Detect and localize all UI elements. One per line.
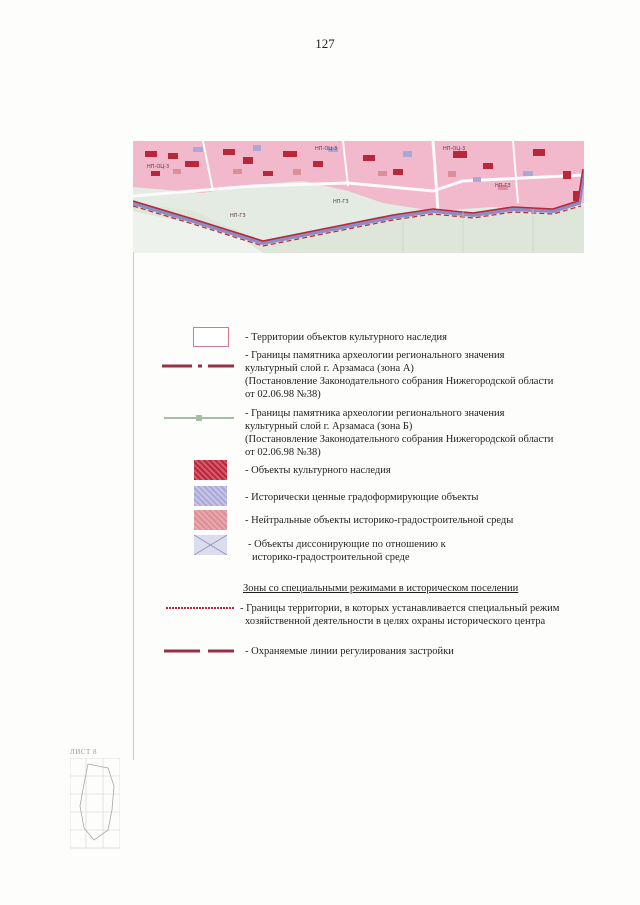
dissonant-line-1: - Объекты диссонирующие по отношению к bbox=[248, 539, 446, 550]
heritage-objects-swatch bbox=[194, 460, 227, 480]
map-drawing bbox=[133, 141, 584, 253]
overview-key-map bbox=[70, 758, 120, 858]
map-fragment[interactable] bbox=[133, 141, 584, 253]
zone-b-line-1: - Границы памятника археологии регионального значения bbox=[245, 408, 505, 419]
zone-b-line-symbol bbox=[164, 413, 234, 423]
zone-label: НП-ГЗ bbox=[333, 199, 349, 205]
zone-a-line-2: культурный слой г. Арзамаса (зона А) bbox=[245, 363, 414, 374]
legend-dissonant-objects bbox=[248, 538, 446, 564]
legend-zone-b bbox=[245, 407, 553, 459]
zone-label: НП-ОЦ-3 bbox=[315, 146, 338, 152]
zone-a-line-symbol bbox=[162, 362, 234, 370]
zone-b-line-2: культурный слой г. Арзамаса (зона Б) bbox=[245, 421, 413, 432]
zone-a-line-3: (Постановление Законодательного собрания Нижегородской области bbox=[245, 376, 554, 387]
building-lines-symbol bbox=[164, 648, 234, 654]
zone-label: НП-ГЗ bbox=[495, 183, 511, 189]
special-zones-heading: Зоны со специальными режимами в историческом поселении bbox=[243, 583, 519, 594]
legend-heritage-objects: - Объекты культурного наследия bbox=[245, 465, 391, 476]
page-number: 127 bbox=[315, 36, 335, 51]
zone-label: НП-ОЦ-3 bbox=[443, 146, 466, 152]
zone-a-line-1: - Границы памятника археологии регионального значения bbox=[245, 350, 505, 361]
legend-zone-a bbox=[245, 349, 553, 401]
neutral-objects-swatch bbox=[194, 510, 227, 530]
legend-valuable-objects: - Исторически ценные градоформирующие объекты bbox=[245, 492, 479, 503]
legend-building-lines: - Охраняемые линии регулирования застройки bbox=[245, 646, 454, 657]
valuable-objects-swatch bbox=[194, 486, 227, 506]
territory-border-line-2: хозяйственной деятельности в целях охраны исторического центра bbox=[245, 616, 546, 627]
zone-b-line-3: (Постановление Законодательного собрания Нижегородской области bbox=[245, 434, 554, 445]
zone-a-line-4: от 02.06.98 №38) bbox=[245, 389, 321, 400]
zone-label: НП-ОЦ-3 bbox=[147, 164, 170, 170]
zone-b-line-4: от 02.06.98 №38) bbox=[245, 447, 321, 458]
sheet-label: ЛИСТ 8 bbox=[70, 748, 97, 756]
legend-territory-border bbox=[240, 602, 559, 628]
sheet-margin-line bbox=[133, 252, 134, 760]
heritage-territory-swatch bbox=[193, 327, 229, 347]
dissonant-line-2: историко-градостроительной среде bbox=[252, 552, 410, 563]
territory-border-symbol bbox=[166, 605, 234, 611]
dissonant-objects-swatch bbox=[194, 535, 227, 555]
territory-border-line-1: - Границы территории, в которых устанавливается специальный режим bbox=[240, 603, 560, 614]
legend-heritage-territory: - Территории объектов культурного наследия bbox=[245, 332, 447, 343]
zone-label: НП-ГЗ bbox=[230, 213, 246, 219]
legend-neutral-objects: - Нейтральные объекты историко-градостроительной среды bbox=[245, 515, 514, 526]
